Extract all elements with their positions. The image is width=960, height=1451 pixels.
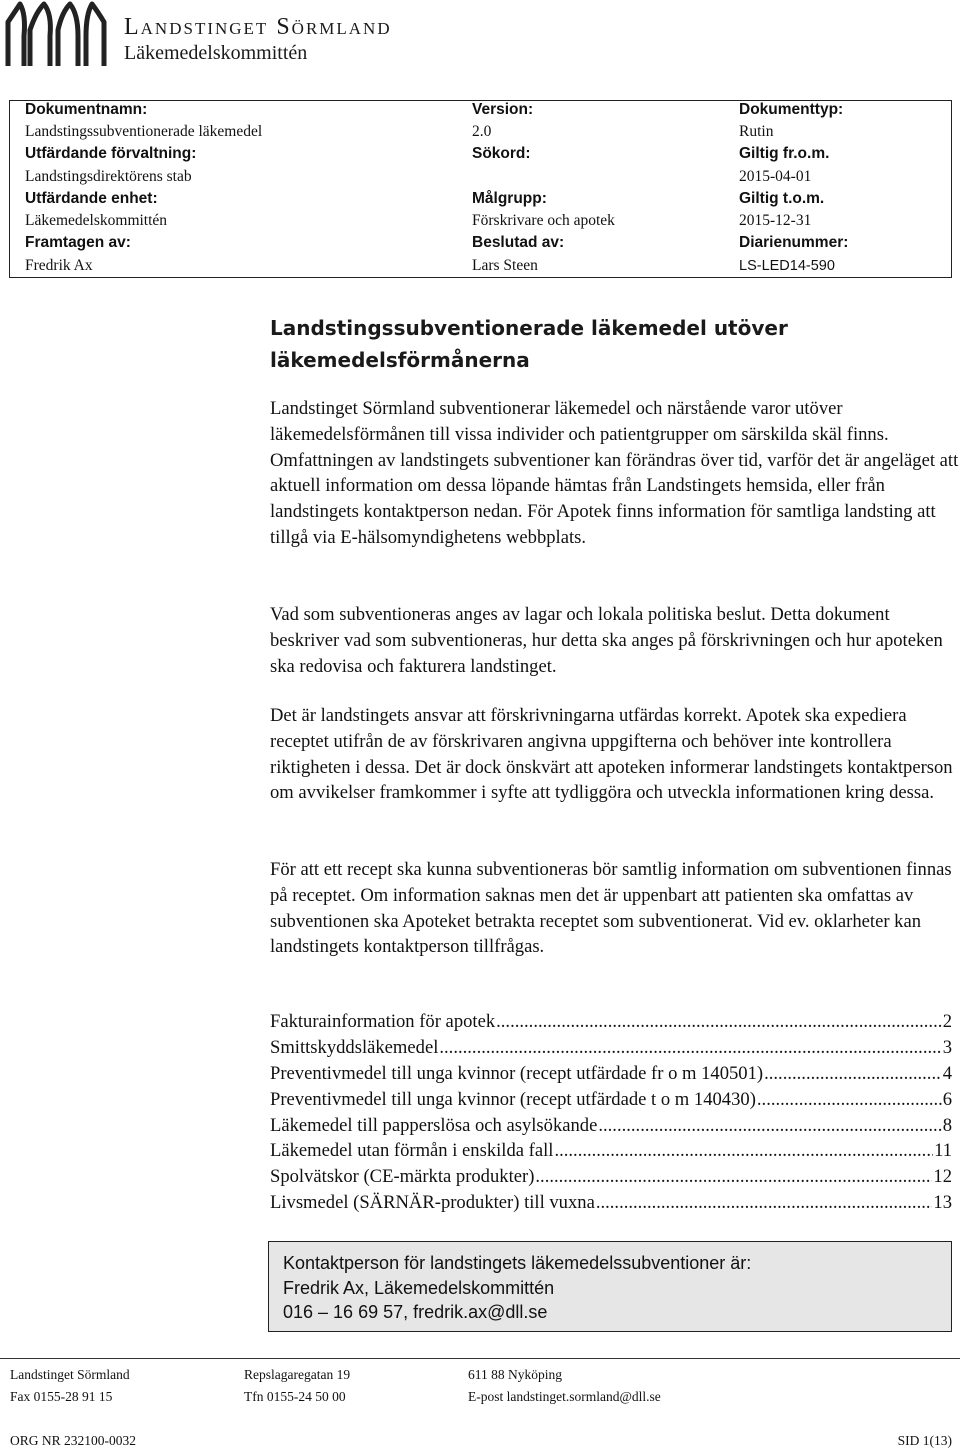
footer-fax: Fax 0155-28 91 15	[10, 1389, 113, 1404]
contact-intro: Kontaktperson för landstingets läkemedelssubventioner är:	[283, 1253, 752, 1273]
paragraph-intro: Landstinget Sörmland subventionerar läkemedel och närstående varor utöver läkemedelsförmånen till vissa individer och patientgrupper om särskilda skäl finns. Omfattningen av landstingets subventioner kan förändras över tid, varför det är angeläget att aktuell information om dessa löpande hämtas från Landstingets hemsida, eller från landstingets kontaktperson nedan. För Apotek finns information för samtliga landsting att tillgå via E-hälsomyndighetens webbplats.	[270, 398, 959, 548]
toc-item[interactable]	[270, 1037, 952, 1063]
document-title: Landstingssubventionerade läkemedel utöver läkemedelsförmånerna	[270, 316, 788, 372]
footer-orgnr: ORG NR 232100-0032	[10, 1433, 137, 1448]
malgrupp-label: Målgrupp:	[472, 190, 547, 207]
toc-item-title: Spolvätskor (CE-märkta produkter)	[270, 1166, 535, 1188]
page-number: SID 1(13)	[897, 1433, 952, 1448]
dokumentnamn-value: Landstingssubventionerade läkemedel	[25, 123, 263, 140]
giltig-to-value: 2015-12-31	[739, 212, 812, 229]
toc-item-title: Läkemedel till papperslösa och asylsökande	[270, 1114, 598, 1136]
footer-divider	[0, 1358, 960, 1359]
metadata-table	[9, 100, 952, 278]
org-name: Landstinget Sörmland	[124, 14, 392, 40]
beslutad-label: Beslutad av:	[472, 234, 565, 251]
diarienummer-value: LS-LED14-590	[739, 258, 835, 274]
toc-item[interactable]	[270, 1140, 952, 1166]
footer-city: 611 88 Nyköping	[468, 1367, 562, 1382]
toc-item-page: 13	[933, 1192, 952, 1214]
footer-street: Repslagaregatan 19	[244, 1367, 351, 1382]
toc-item[interactable]	[270, 1166, 952, 1192]
malgrupp-value: Förskrivare och apotek	[472, 212, 615, 229]
toc-item-page: 6	[942, 1088, 952, 1110]
toc-item[interactable]	[270, 1063, 952, 1089]
forvaltning-value: Landstingsdirektörens stab	[25, 168, 192, 185]
enhet-label: Utfärdande enhet:	[25, 190, 158, 207]
footer-email[interactable]: E-post landstinget.sormland@dll.se	[468, 1389, 661, 1404]
toc-item-page: 4	[942, 1062, 952, 1084]
toc-item-page: 3	[942, 1036, 952, 1058]
giltig-to-label: Giltig t.o.m.	[739, 190, 825, 207]
toc-item[interactable]	[270, 1089, 952, 1115]
toc-item[interactable]	[270, 1192, 952, 1218]
diarienummer-label: Diarienummer:	[739, 234, 849, 251]
toc-item-title: Fakturainformation för apotek	[270, 1011, 496, 1032]
toc-item[interactable]	[270, 1115, 952, 1141]
toc-item-title: Preventivmedel till unga kvinnor (recept utfärdade t o m 140430)	[270, 1088, 756, 1110]
contact-phone-email: 016 – 16 69 57, fredrik.ax@dll.se	[283, 1302, 548, 1322]
toc-item-page: 2	[942, 1011, 952, 1032]
footer-org: Landstinget Sörmland	[10, 1367, 130, 1382]
dokumentnamn-label: Dokumentnamn:	[25, 101, 148, 118]
toc-item-title: Livsmedel (SÄRNÄR-produkter) till vuxna	[270, 1192, 595, 1214]
table-of-contents	[270, 1011, 952, 1218]
toc-item-page: 12	[933, 1166, 952, 1188]
org-subtitle: Läkemedelskommittén	[124, 42, 308, 64]
paragraph-ansvar: Det är landstingets ansvar att förskrivningarna utfärdas korrekt. Apotek ska expediera receptet utifrån de av förskrivaren angivna uppgifterna och behöver inte kontrollera riktigheten i dessa. Det är dock önskvärt att apoteken informerar landstingets kontaktperson om avvikelser framkommer i syfte att tydliggöra och utveckla informationen kring dessa.	[270, 705, 953, 804]
contact-name: Fredrik Ax, Läkemedelskommittén	[283, 1277, 555, 1298]
beslutad-value: Lars Steen	[472, 257, 538, 274]
framtagen-label: Framtagen av:	[25, 234, 131, 251]
contact-box	[268, 1241, 952, 1332]
paragraph-lagar: Vad som subventioneras anges av lagar och lokala politiska beslut. Detta dokument beskriver vad som subventioneras, hur detta ska anges på förskrivningen och hur apoteken ska redovisa och fakturera landstinget.	[270, 604, 943, 677]
toc-item[interactable]	[270, 1011, 952, 1037]
giltig-from-value: 2015-04-01	[739, 168, 812, 185]
dokumenttyp-label: Dokumenttyp:	[739, 101, 844, 118]
landstinget-logo-icon	[0, 0, 112, 72]
version-value: 2.0	[472, 123, 492, 140]
toc-item-page: 8	[942, 1114, 952, 1136]
enhet-value: Läkemedelskommittén	[25, 212, 168, 229]
toc-item-page: 11	[934, 1140, 952, 1162]
toc-item-title: Preventivmedel till unga kvinnor (recept utfärdade fr o m 140501)	[270, 1062, 764, 1084]
toc-item-title: Läkemedel utan förmån i enskilda fall	[270, 1140, 554, 1162]
toc-item-title: Smittskyddsläkemedel	[270, 1036, 439, 1058]
sokord-label: Sökord:	[472, 145, 531, 162]
version-label: Version:	[472, 101, 534, 118]
framtagen-value: Fredrik Ax	[25, 257, 93, 274]
paragraph-recept: För att ett recept ska kunna subventioneras bör samtlig information om subventionen finnas på receptet. Om information saknas men det är uppenbart att patienten ska omfattas av subventionen ska Apoteket betrakta receptet som subventionerat. Vid ev. oklarheter kan landstingets kontaktperson tillfrågas.	[270, 859, 952, 958]
footer-tel: Tfn 0155-24 50 00	[244, 1389, 346, 1404]
dokumenttyp-value: Rutin	[739, 123, 774, 140]
forvaltning-label: Utfärdande förvaltning:	[25, 145, 197, 162]
giltig-from-label: Giltig fr.o.m.	[739, 145, 830, 162]
